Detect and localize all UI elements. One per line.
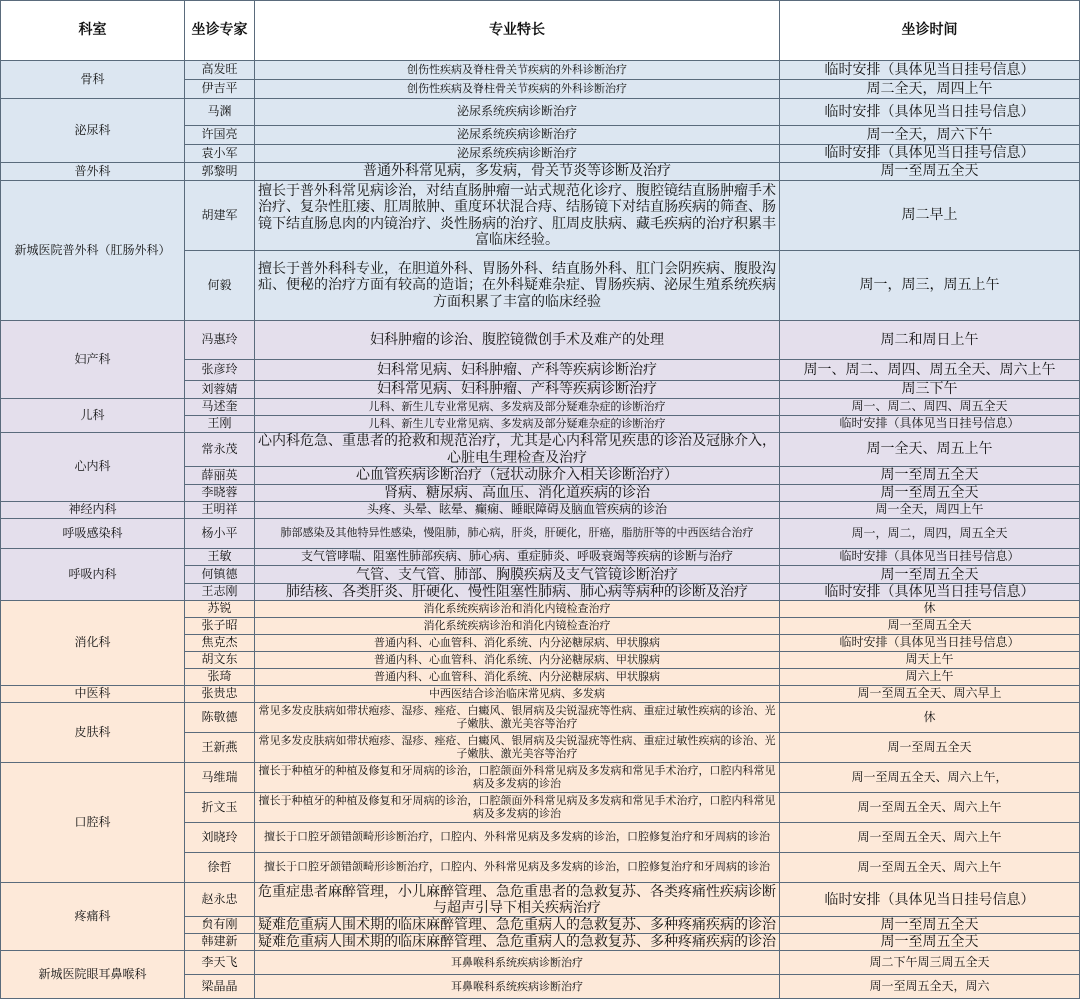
specialty-cell: 妇科肿瘤的诊治、腹腔镜微创手术及难产的处理 <box>255 321 780 360</box>
department-cell: 泌尿科 <box>1 99 185 163</box>
specialty-cell: 妇科常见病、妇科肿瘤、产科等疾病诊断治疗 <box>255 381 780 399</box>
schedule-time-cell: 周一至周五全天、周六上午， <box>780 763 1080 793</box>
table-row <box>1 399 1080 416</box>
specialty-cell: 泌尿系统疾病诊断治疗 <box>255 145 780 163</box>
doctor-cell: 刘晓玲 <box>185 823 255 853</box>
department-cell: 皮肤科 <box>1 703 185 763</box>
schedule-time-cell: 休 <box>780 601 1080 618</box>
doctor-cell: 何镇德 <box>185 566 255 584</box>
department-cell: 口腔科 <box>1 763 185 883</box>
specialty-cell: 儿科、新生儿专业常见病、多发病及部分疑难杂症的诊断治疗 <box>255 416 780 433</box>
department-cell: 普外科 <box>1 163 185 181</box>
doctor-cell: 胡建军 <box>185 181 255 251</box>
header-department: 科室 <box>1 1 185 61</box>
doctor-cell: 马述奎 <box>185 399 255 416</box>
specialty-cell: 支气管哮喘、阻塞性肺部疾病、肺心病、重症肺炎、呼吸衰竭等疾病的诊断与治疗 <box>255 549 780 566</box>
doctor-cell: 马维瑞 <box>185 763 255 793</box>
specialty-cell: 擅长于普外科常见病诊治，对结直肠肿瘤一站式规范化诊疗、腹腔镜结直肠肿瘤手术治疗、复杂性肛瘘、肛周脓肿、重度环状混合痔、结肠镜下对结直肠疾病的筛查、肠镜下结直肠息肉的内镜治疗、炎性肠病的治疗、肛周皮肤病、藏毛疾病的治疗积累丰富临床经验。 <box>255 181 780 251</box>
doctor-cell: 王敏 <box>185 549 255 566</box>
specialty-cell: 普通外科常见病，多发病，骨关节炎等诊断及治疗 <box>255 163 780 181</box>
doctor-cell: 王志刚 <box>185 584 255 601</box>
doctor-cell: 张贵忠 <box>185 686 255 703</box>
header-doctor: 坐诊专家 <box>185 1 255 61</box>
schedule-time-cell: 周一，周三，周五上午 <box>780 251 1080 321</box>
doctor-cell: 张琦 <box>185 669 255 686</box>
specialty-cell: 泌尿系统疾病诊断治疗 <box>255 99 780 126</box>
schedule-time-cell: 周一至周五全天 <box>780 934 1080 951</box>
table-row <box>1 61 1080 80</box>
doctor-cell: 陈敬德 <box>185 703 255 733</box>
doctor-cell: 张子昭 <box>185 618 255 635</box>
specialty-cell: 心内科危急、重患者的抢救和规范治疗，尤其是心内科常见疾患的诊治及冠脉介入，心脏电生理检查及治疗 <box>255 433 780 467</box>
header-time: 坐诊时间 <box>780 1 1080 61</box>
table-row <box>1 99 1080 126</box>
schedule-time-cell: 周三下午 <box>780 381 1080 399</box>
doctor-cell: 贠有刚 <box>185 917 255 934</box>
doctor-cell: 胡文东 <box>185 652 255 669</box>
schedule-time-cell: 周一至周五全天 <box>780 467 1080 485</box>
doctor-cell: 刘蓉婧 <box>185 381 255 399</box>
department-cell: 呼吸内科 <box>1 549 185 601</box>
table-row <box>1 686 1080 703</box>
doctor-cell: 王刚 <box>185 416 255 433</box>
specialty-cell: 普通内科、心血管科、消化系统、内分泌糖尿病、甲状腺病 <box>255 669 780 686</box>
doctor-cell: 韩建新 <box>185 934 255 951</box>
specialty-cell: 创伤性疾病及脊柱骨关节疾病的外科诊断治疗 <box>255 61 780 80</box>
specialty-cell: 耳鼻喉科系统疾病诊断治疗 <box>255 951 780 975</box>
doctor-cell: 袁小军 <box>185 145 255 163</box>
table-row <box>1 763 1080 793</box>
schedule-time-cell: 周二早上 <box>780 181 1080 251</box>
doctor-cell: 赵永忠 <box>185 883 255 917</box>
department-cell: 中医科 <box>1 686 185 703</box>
specialty-cell: 擅长于口腔牙颌错颌畸形诊断治疗，口腔内、外科常见病及多发病的诊治，口腔修复治疗和牙周病的诊治 <box>255 823 780 853</box>
schedule-time-cell: 临时安排（具体见当日挂号信息） <box>780 145 1080 163</box>
specialty-cell: 肾病、糖尿病、高血压、消化道疾病的诊治 <box>255 485 780 502</box>
table-row <box>1 703 1080 733</box>
schedule-time-cell: 周六上午 <box>780 669 1080 686</box>
doctor-cell: 张彦玲 <box>185 360 255 381</box>
schedule-time-cell: 临时安排（具体见当日挂号信息） <box>780 883 1080 917</box>
specialty-cell: 气管、支气管、肺部、胸膜疾病及支气管镜诊断治疗 <box>255 566 780 584</box>
schedule-time-cell: 周一至周五全天，周六 <box>780 975 1080 999</box>
header-specialty: 专业特长 <box>255 1 780 61</box>
specialty-cell: 常见多发皮肤病如带状疱疹、湿疹、痤疮、白癜风、银屑病及尖锐湿疣等性病、重症过敏性疾病的诊治、光子嫩肤、激光美容等治疗 <box>255 703 780 733</box>
specialty-cell: 疑难危重病人围术期的临床麻醉管理、急危重病人的急救复苏、多种疼痛疾病的诊治 <box>255 917 780 934</box>
schedule-time-cell: 周一全天，周四上午 <box>780 502 1080 519</box>
schedule-time-cell: 周一至周五全天 <box>780 163 1080 181</box>
specialty-cell: 消化系统疾病诊治和消化内镜检查治疗 <box>255 601 780 618</box>
schedule-time-cell: 周二全天，周四上午 <box>780 80 1080 99</box>
department-cell: 呼吸感染科 <box>1 519 185 549</box>
specialty-cell: 擅长于口腔牙颌错颌畸形诊断治疗，口腔内、外科常见病及多发病的诊治，口腔修复治疗和牙周病的诊治 <box>255 853 780 883</box>
doctor-cell: 焦克杰 <box>185 635 255 652</box>
schedule-time-cell: 休 <box>780 703 1080 733</box>
specialty-cell: 擅长于种植牙的种植及修复和牙周病的诊治，口腔颌面外科常见病及多发病和常见手术治疗，口腔内科常见病及多发病的诊治 <box>255 763 780 793</box>
specialty-cell: 耳鼻喉科系统疾病诊断治疗 <box>255 975 780 999</box>
doctor-cell: 郭黎明 <box>185 163 255 181</box>
doctor-cell: 马渊 <box>185 99 255 126</box>
schedule-time-cell: 周一、周二、周四、周五全天、周六上午 <box>780 360 1080 381</box>
table-row <box>1 951 1080 975</box>
specialty-cell: 普通内科、心血管科、消化系统、内分泌糖尿病、甲状腺病 <box>255 652 780 669</box>
specialty-cell: 肺结核、各类肝炎、肝硬化、慢性阻塞性肺病、肺心病等病种的诊断及治疗 <box>255 584 780 601</box>
schedule-time-cell: 周一，周二，周四，周五全天 <box>780 519 1080 549</box>
schedule-time-cell: 周一至周五全天、周六上午 <box>780 853 1080 883</box>
schedule-body <box>1 61 1080 999</box>
table-row <box>1 883 1080 917</box>
doctor-cell: 何毅 <box>185 251 255 321</box>
specialty-cell: 心血管疾病诊断治疗（冠状动脉介入相关诊断治疗） <box>255 467 780 485</box>
department-cell: 消化科 <box>1 601 185 686</box>
department-cell: 神经内科 <box>1 502 185 519</box>
schedule-time-cell: 周一至周五全天 <box>780 917 1080 934</box>
table-row <box>1 181 1080 251</box>
schedule-time-cell: 临时安排（具体见当日挂号信息） <box>780 584 1080 601</box>
department-cell: 疼痛科 <box>1 883 185 951</box>
table-row <box>1 433 1080 467</box>
department-cell: 新城医院眼耳鼻喉科 <box>1 951 185 999</box>
doctor-cell: 梁晶晶 <box>185 975 255 999</box>
department-cell: 妇产科 <box>1 321 185 399</box>
doctor-cell: 高发旺 <box>185 61 255 80</box>
specialty-cell: 创伤性疾病及脊柱骨关节疾病的外科诊断治疗 <box>255 80 780 99</box>
department-cell: 儿科 <box>1 399 185 433</box>
doctor-cell: 冯惠玲 <box>185 321 255 360</box>
schedule-time-cell: 临时安排（具体见当日挂号信息） <box>780 416 1080 433</box>
doctor-cell: 折文玉 <box>185 793 255 823</box>
table-row <box>1 549 1080 566</box>
department-cell: 骨科 <box>1 61 185 99</box>
doctor-cell: 李天飞 <box>185 951 255 975</box>
schedule-time-cell: 周一全天，周六下午 <box>780 126 1080 145</box>
doctor-cell: 伊吉平 <box>185 80 255 99</box>
specialty-cell: 肺部感染及其他特异性感染，慢阻肺，肺心病，肝炎，肝硬化，肝癌，脂肪肝等的中西医结合治疗 <box>255 519 780 549</box>
header-row <box>1 1 1080 61</box>
doctor-cell: 常永茂 <box>185 433 255 467</box>
specialty-cell: 擅长于种植牙的种植及修复和牙周病的诊治，口腔颌面外科常见病及多发病和常见手术治疗，口腔内科常见病及多发病的诊治 <box>255 793 780 823</box>
table-row <box>1 163 1080 181</box>
doctor-cell: 徐哲 <box>185 853 255 883</box>
schedule-time-cell: 周一、周二、周四、周五全天 <box>780 399 1080 416</box>
schedule-time-cell: 周一至周五全天、周六早上 <box>780 686 1080 703</box>
department-cell: 心内科 <box>1 433 185 502</box>
schedule-time-cell: 周一至周五全天 <box>780 733 1080 763</box>
schedule-time-cell: 临时安排（具体见当日挂号信息） <box>780 549 1080 566</box>
specialty-cell: 消化系统疾病诊治和消化内镜检查治疗 <box>255 618 780 635</box>
specialty-cell: 头疼、头晕、眩晕、癫痫、睡眠障碍及脑血管疾病的诊治 <box>255 502 780 519</box>
schedule-time-cell: 临时安排（具体见当日挂号信息） <box>780 635 1080 652</box>
doctor-cell: 杨小平 <box>185 519 255 549</box>
table-row <box>1 321 1080 360</box>
table-row <box>1 519 1080 549</box>
specialty-cell: 泌尿系统疾病诊断治疗 <box>255 126 780 145</box>
schedule-time-cell: 周一至周五全天 <box>780 566 1080 584</box>
schedule-time-cell: 临时安排（具体见当日挂号信息） <box>780 61 1080 80</box>
schedule-time-cell: 周一全天、周五上午 <box>780 433 1080 467</box>
specialty-cell: 危重症患者麻醉管理，小儿麻醉管理、急危重患者的急救复苏、各类疼痛性疾病诊断与超声引导下相关疾病治疗 <box>255 883 780 917</box>
schedule-time-cell: 周天上午 <box>780 652 1080 669</box>
doctor-cell: 李晓蓉 <box>185 485 255 502</box>
specialty-cell: 普通内科、心血管科、消化系统、内分泌糖尿病、甲状腺病 <box>255 635 780 652</box>
schedule-time-cell: 周二下午周三周五全天 <box>780 951 1080 975</box>
doctor-cell: 王明祥 <box>185 502 255 519</box>
schedule-time-cell: 临时安排（具体见当日挂号信息） <box>780 99 1080 126</box>
doctor-cell: 许国亮 <box>185 126 255 145</box>
specialty-cell: 擅长于普外科科专业，在胆道外科、胃肠外科、结直肠外科、肛门会阴疾病、腹股沟疝、便秘的治疗方面有较高的造诣；在外科疑难杂症、胃肠疾病、泌尿生殖系统疾病方面积累了丰富的临床经验 <box>255 251 780 321</box>
department-cell: 新城医院普外科（肛肠外科） <box>1 181 185 321</box>
specialty-cell: 中西医结合诊治临床常见病、多发病 <box>255 686 780 703</box>
specialty-cell: 疑难危重病人围术期的临床麻醉管理、急危重病人的急救复苏、多种疼痛疾病的诊治 <box>255 934 780 951</box>
schedule-time-cell: 周一至周五全天、周六上午 <box>780 823 1080 853</box>
doctor-cell: 苏锐 <box>185 601 255 618</box>
table-row <box>1 601 1080 618</box>
schedule-time-cell: 周一至周五全天、周六上午 <box>780 793 1080 823</box>
table-row <box>1 502 1080 519</box>
doctor-cell: 薛丽英 <box>185 467 255 485</box>
schedule-time-cell: 周一至周五全天 <box>780 485 1080 502</box>
specialty-cell: 妇科常见病、妇科肿瘤、产科等疾病诊断治疗 <box>255 360 780 381</box>
schedule-time-cell: 周一至周五全天 <box>780 618 1080 635</box>
specialty-cell: 常见多发皮肤病如带状疱疹、湿疹、痤疮、白癜风、银屑病及尖锐湿疣等性病、重症过敏性疾病的诊治、光子嫩肤、激光美容等治疗 <box>255 733 780 763</box>
schedule-time-cell: 周二和周日上午 <box>780 321 1080 360</box>
specialty-cell: 儿科、新生儿专业常见病、多发病及部分疑难杂症的诊断治疗 <box>255 399 780 416</box>
doctor-cell: 王新燕 <box>185 733 255 763</box>
